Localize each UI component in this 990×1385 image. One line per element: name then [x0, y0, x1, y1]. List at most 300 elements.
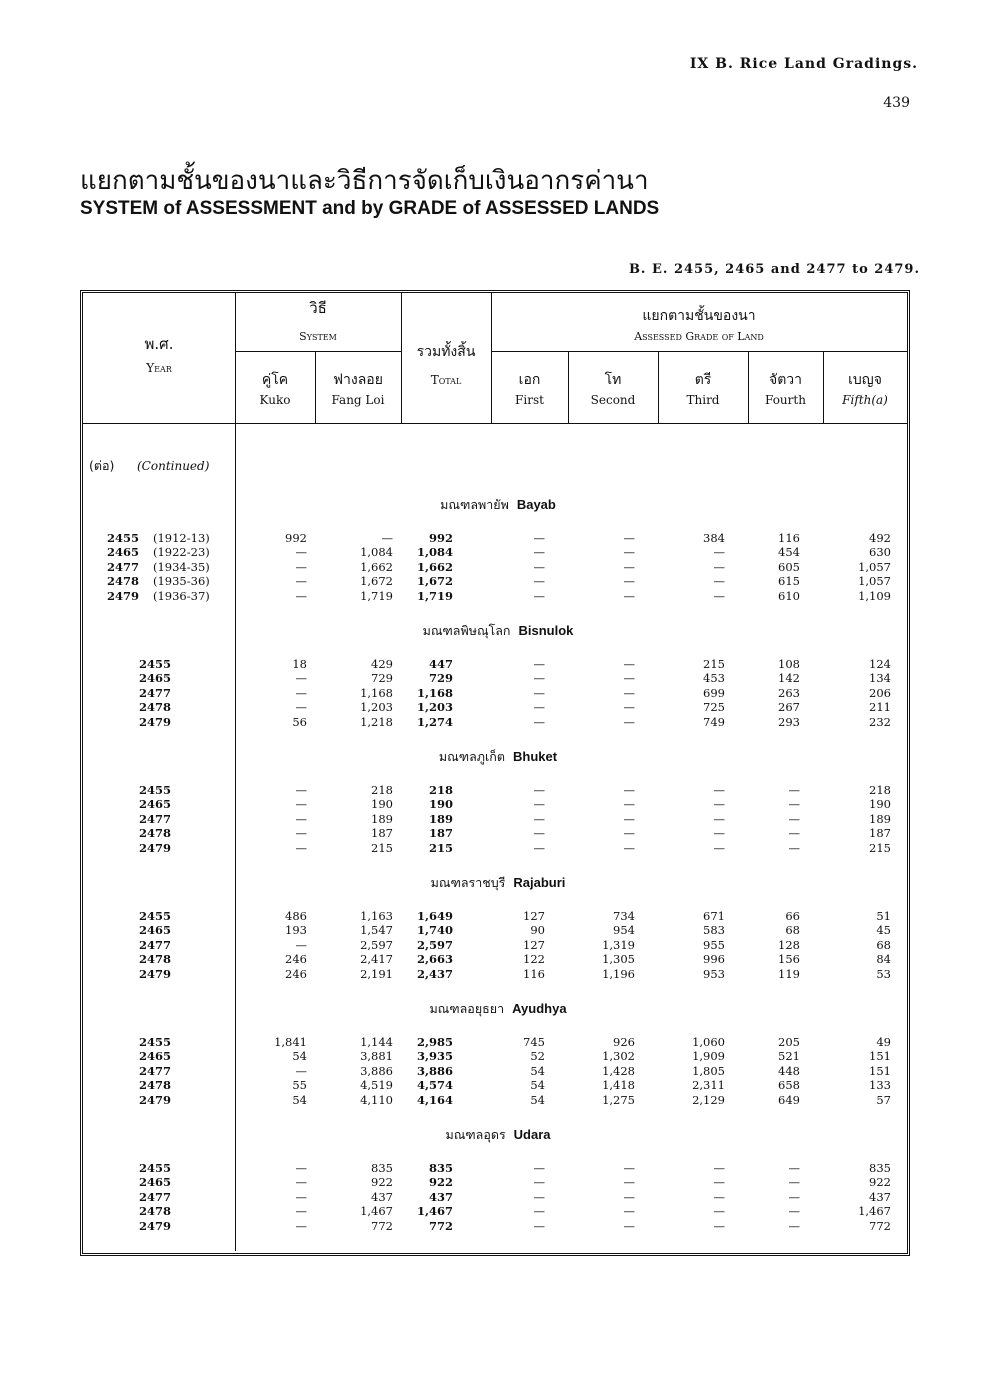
cell-total: 992 — [428, 531, 453, 545]
cell-first: — — [533, 826, 545, 841]
cell-fourth: — — [788, 1204, 800, 1219]
cell-fourth: — — [788, 811, 800, 826]
cell-fifth: 1,467 — [858, 1204, 891, 1219]
cell-first: — — [533, 700, 545, 715]
cell-total: 772 — [428, 1218, 453, 1233]
row-year: 2478 — [139, 826, 172, 841]
row-year: 2477 — [139, 937, 172, 952]
cell-fifth: 772 — [869, 1218, 891, 1233]
cell-kuko: 56 — [292, 714, 307, 729]
page-number: 439 — [883, 95, 910, 111]
row-year: 2478 — [139, 1204, 172, 1219]
cell-fourth: — — [788, 1175, 800, 1190]
cell-third: 955 — [703, 937, 725, 952]
cell-total: 437 — [428, 1189, 453, 1204]
cell-second: 1,196 — [602, 966, 635, 981]
cell-fourth: 615 — [778, 574, 800, 589]
row-period: (1934-35) — [153, 559, 210, 574]
cell-second: — — [623, 588, 635, 603]
cell-fourth: 66 — [785, 909, 800, 923]
cell-first: 122 — [523, 952, 545, 967]
cell-kuko: — — [295, 797, 307, 812]
cell-kuko: 486 — [285, 909, 307, 923]
section-name: Bhuket — [513, 749, 558, 764]
cell-fifth: 835 — [869, 1161, 891, 1175]
section-name-thai: มณฑลราชบุรี — [430, 875, 506, 890]
cell-fang: 922 — [371, 1175, 393, 1190]
cell-total: 729 — [428, 671, 453, 686]
cell-second: — — [623, 574, 635, 589]
col-divider — [235, 293, 236, 1251]
cell-third: — — [713, 1189, 725, 1204]
cell-fifth: 190 — [869, 797, 891, 812]
cell-fourth: — — [788, 826, 800, 841]
row-year: 2479 — [139, 966, 172, 981]
cell-fang: 1,163 — [360, 909, 393, 923]
cell-fifth: 206 — [869, 685, 891, 700]
fifth-header: Fifth(a) — [842, 393, 888, 407]
cell-fang: 3,881 — [360, 1049, 393, 1064]
cell-fourth: 156 — [778, 952, 800, 967]
cell-fourth: 267 — [778, 700, 800, 715]
cell-fifth: 151 — [869, 1063, 891, 1078]
cell-total: 1,719 — [416, 588, 453, 603]
cell-fifth: 53 — [876, 966, 891, 981]
row-year: 2465 — [107, 545, 140, 560]
row-period: (1936-37) — [153, 588, 210, 603]
cell-fang: 1,084 — [360, 545, 393, 560]
cell-fourth: — — [788, 783, 800, 797]
section-name: Udara — [513, 1127, 551, 1142]
cell-fifth: 51 — [876, 909, 891, 923]
cell-second: — — [623, 811, 635, 826]
cell-fang: 437 — [371, 1189, 393, 1204]
cell-first: 127 — [523, 937, 545, 952]
section-name-thai: มณฑลอุดร — [445, 1127, 506, 1142]
cell-third: 953 — [703, 966, 725, 981]
cell-second: 1,319 — [602, 937, 635, 952]
cell-fang: 4,110 — [360, 1092, 393, 1107]
third-header-thai: ตรี — [694, 372, 712, 388]
cell-total: 2,437 — [416, 966, 453, 981]
cell-fang: 729 — [371, 671, 393, 686]
cell-kuko: — — [295, 685, 307, 700]
cell-third: — — [713, 1161, 725, 1175]
section-title — [83, 999, 913, 1019]
cell-fang: 2,597 — [360, 937, 393, 952]
cell-third: 384 — [703, 531, 725, 545]
cell-kuko: — — [295, 700, 307, 715]
grade-header-thai: แยกตามชั้นของนา — [642, 308, 756, 324]
header-bottom-rule — [83, 423, 907, 424]
cell-fang: 1,719 — [360, 588, 393, 603]
section-title — [83, 1125, 913, 1145]
kuko-header-thai: คู่โค — [261, 372, 289, 388]
cell-total: 218 — [428, 783, 453, 797]
cell-fifth: 187 — [869, 826, 891, 841]
section-name-thai: มณฑลภูเก็ต — [438, 749, 505, 764]
section-title — [83, 495, 913, 515]
cell-total: 922 — [428, 1175, 453, 1190]
cell-third: 1,909 — [692, 1049, 725, 1064]
cell-fang: 218 — [371, 783, 393, 797]
cell-third: — — [713, 826, 725, 841]
row-year: 2455 — [139, 657, 172, 671]
cell-first: — — [533, 840, 545, 855]
cell-fifth: 1,057 — [858, 574, 891, 589]
cell-fourth: 142 — [778, 671, 800, 686]
row-year: 2478 — [139, 1078, 172, 1093]
cell-third: — — [713, 1204, 725, 1219]
second-header: Second — [590, 393, 636, 407]
cell-fang: 4,519 — [360, 1078, 393, 1093]
fourth-header-thai: จัตวา — [768, 372, 803, 388]
cell-kuko: — — [295, 1218, 307, 1233]
row-year: 2479 — [139, 714, 172, 729]
cell-fang: 1,662 — [360, 559, 393, 574]
cell-kuko: 246 — [285, 952, 307, 967]
section-name-thai: มณฑลอยุธยา — [429, 1001, 505, 1016]
cell-third: 1,060 — [692, 1035, 725, 1049]
cell-total: 1,672 — [416, 574, 453, 589]
cell-kuko: — — [295, 559, 307, 574]
cell-total: 4,164 — [416, 1092, 453, 1107]
cell-total: 1,084 — [416, 545, 453, 560]
row-year: 2477 — [107, 559, 140, 574]
cell-first: 54 — [530, 1078, 545, 1093]
kuko-header: Kuko — [259, 393, 291, 407]
cell-fourth: — — [788, 797, 800, 812]
cell-third: 996 — [703, 952, 725, 967]
cell-fourth: 128 — [778, 937, 800, 952]
cell-kuko: — — [295, 811, 307, 826]
cell-fifth: 189 — [869, 811, 891, 826]
year-header: Year — [146, 361, 172, 375]
cell-kuko: — — [295, 574, 307, 589]
row-year: 2477 — [139, 1189, 172, 1204]
cell-total: 2,663 — [416, 952, 453, 967]
cell-first: — — [533, 545, 545, 560]
cell-first: 52 — [530, 1049, 545, 1064]
cell-third: 2,129 — [692, 1092, 725, 1107]
cell-fang: 772 — [371, 1218, 393, 1233]
grade-header: Assessed Grade of Land — [634, 330, 764, 343]
cell-fang: 1,547 — [360, 923, 393, 938]
cell-kuko: — — [295, 1189, 307, 1204]
cell-fifth: 134 — [869, 671, 891, 686]
cell-third: — — [713, 840, 725, 855]
cell-first: — — [533, 1189, 545, 1204]
cell-fang: 2,417 — [360, 952, 393, 967]
fourth-header: Fourth — [765, 393, 806, 407]
cell-fifth: 68 — [876, 937, 891, 952]
cell-kuko: — — [295, 1063, 307, 1078]
row-year: 2478 — [107, 574, 140, 589]
cell-fourth: 649 — [778, 1092, 800, 1107]
cell-third: — — [713, 559, 725, 574]
cell-total: 4,574 — [416, 1078, 453, 1093]
cell-fang: 835 — [371, 1161, 393, 1175]
cell-fourth: — — [788, 1218, 800, 1233]
cell-kuko: 55 — [292, 1078, 307, 1093]
fifth-header-thai: เบญจ — [848, 372, 882, 388]
third-header: Third — [686, 393, 720, 407]
row-year: 2465 — [139, 797, 172, 812]
cell-first: — — [533, 1218, 545, 1233]
cell-total: 1,662 — [416, 559, 453, 574]
cell-third: 2,311 — [692, 1078, 725, 1093]
cell-kuko: — — [295, 588, 307, 603]
cell-fifth: 57 — [876, 1092, 891, 1107]
cell-total: 187 — [428, 826, 453, 841]
cell-first: 54 — [530, 1063, 545, 1078]
cell-fang: 215 — [371, 840, 393, 855]
cell-fang: 187 — [371, 826, 393, 841]
cell-total: 215 — [428, 840, 453, 855]
continued-label-thai: (ต่อ) — [89, 458, 115, 473]
cell-kuko: — — [295, 783, 307, 797]
cell-first: — — [533, 574, 545, 589]
cell-first: 745 — [523, 1035, 545, 1049]
cell-fourth: 658 — [778, 1078, 800, 1093]
row-year: 2479 — [139, 1218, 172, 1233]
cell-second: — — [623, 797, 635, 812]
cell-total: 1,203 — [416, 700, 453, 715]
cell-fifth: 215 — [869, 840, 891, 855]
cell-third: 671 — [703, 909, 725, 923]
cell-third: 453 — [703, 671, 725, 686]
cell-fang: 1,203 — [360, 700, 393, 715]
cell-kuko: — — [295, 840, 307, 855]
cell-first: 54 — [530, 1092, 545, 1107]
row-year: 2478 — [139, 700, 172, 715]
cell-fourth: 108 — [778, 657, 800, 671]
cell-first: — — [533, 531, 545, 545]
row-year: 2477 — [139, 685, 172, 700]
cell-fifth: 124 — [869, 657, 891, 671]
cell-fang: 1,467 — [360, 1204, 393, 1219]
row-year: 2479 — [139, 1092, 172, 1107]
cell-total: 2,597 — [416, 937, 453, 952]
section-name: Bisnulok — [518, 623, 574, 638]
cell-fifth: 49 — [876, 1035, 891, 1049]
cell-fourth: 610 — [778, 588, 800, 603]
row-year: 2477 — [139, 1063, 172, 1078]
assessment-table — [80, 290, 910, 1256]
cell-total: 2,985 — [416, 1035, 453, 1049]
row-year: 2455 — [107, 531, 140, 545]
header-divider — [235, 351, 401, 352]
cell-first: — — [533, 1175, 545, 1190]
cell-first: 116 — [523, 966, 545, 981]
cell-fifth: 1,109 — [858, 588, 891, 603]
cell-first: — — [533, 811, 545, 826]
cell-fourth: 119 — [778, 966, 800, 981]
cell-first: — — [533, 685, 545, 700]
cell-total: 447 — [428, 657, 453, 671]
cell-fang: 3,886 — [360, 1063, 393, 1078]
cell-third: 215 — [703, 657, 725, 671]
row-year: 2478 — [139, 952, 172, 967]
cell-fourth: — — [788, 840, 800, 855]
cell-third: 749 — [703, 714, 725, 729]
page-title-english: SYSTEM of ASSESSMENT and by GRADE of ASSESSED LANDS — [80, 198, 660, 219]
cell-second: 1,418 — [602, 1078, 635, 1093]
cell-fang: 1,144 — [360, 1035, 393, 1049]
cell-total: 190 — [428, 797, 453, 812]
cell-kuko: 246 — [285, 966, 307, 981]
row-year: 2455 — [139, 1035, 172, 1049]
cell-second: — — [623, 1161, 635, 1175]
row-year: 2465 — [139, 1049, 172, 1064]
cell-total: 1,467 — [416, 1204, 453, 1219]
cell-third: 725 — [703, 700, 725, 715]
cell-fourth: 448 — [778, 1063, 800, 1078]
cell-kuko: 193 — [285, 923, 307, 938]
fangloi-header-thai: ฟางลอย — [333, 372, 383, 388]
cell-total: 1,168 — [416, 685, 453, 700]
cell-second: — — [623, 531, 635, 545]
cell-kuko: 54 — [292, 1049, 307, 1064]
cell-third: — — [713, 811, 725, 826]
section-name-thai: มณฑลพายัพ — [440, 497, 509, 512]
cell-total: 1,649 — [416, 909, 453, 923]
cell-kuko: 1,841 — [274, 1035, 307, 1049]
cell-fifth: 630 — [869, 545, 891, 560]
cell-third: 1,805 — [692, 1063, 725, 1078]
cell-second: — — [623, 1189, 635, 1204]
cell-second: — — [623, 1175, 635, 1190]
page-title-thai: แยกตามชั้นของนาและวิธีการจัดเก็บเงินอากรค่านา — [80, 166, 649, 196]
cell-fourth: 454 — [778, 545, 800, 560]
cell-third: 699 — [703, 685, 725, 700]
cell-second: 926 — [613, 1035, 635, 1049]
cell-second: 1,305 — [602, 952, 635, 967]
cell-first: — — [533, 1161, 545, 1175]
cell-third: — — [713, 574, 725, 589]
cell-kuko: 54 — [292, 1092, 307, 1107]
cell-fifth: 151 — [869, 1049, 891, 1064]
cell-fang: — — [381, 531, 393, 545]
total-header: Total — [430, 373, 462, 387]
row-year: 2455 — [139, 783, 172, 797]
cell-first: 127 — [523, 909, 545, 923]
cell-second: — — [623, 545, 635, 560]
section-name: Rajaburi — [513, 875, 566, 890]
cell-second: — — [623, 1204, 635, 1219]
cell-second: — — [623, 657, 635, 671]
cell-first: — — [533, 783, 545, 797]
cell-fang: 190 — [371, 797, 393, 812]
section-title — [83, 747, 913, 767]
cell-first: — — [533, 797, 545, 812]
year-header-thai: พ.ศ. — [144, 335, 174, 353]
cell-fifth: 84 — [876, 952, 891, 967]
cell-kuko: — — [295, 1175, 307, 1190]
cell-kuko: — — [295, 671, 307, 686]
cell-second: — — [623, 559, 635, 574]
cell-first: — — [533, 671, 545, 686]
cell-kuko: 18 — [292, 657, 307, 671]
cell-second: — — [623, 700, 635, 715]
cell-fifth: 133 — [869, 1078, 891, 1093]
continued-label: (Continued) — [137, 459, 210, 473]
cell-fang: 1,168 — [360, 685, 393, 700]
cell-first: — — [533, 1204, 545, 1219]
cell-fifth: 218 — [869, 783, 891, 797]
cell-second: 734 — [613, 909, 635, 923]
row-period: (1922-23) — [153, 545, 210, 560]
cell-third: — — [713, 1175, 725, 1190]
cell-fourth: 68 — [785, 923, 800, 938]
cell-fourth: — — [788, 1161, 800, 1175]
cell-fourth: 116 — [778, 531, 800, 545]
row-year: 2465 — [139, 1175, 172, 1190]
section-name-thai: มณฑลพิษณุโลก — [422, 623, 511, 638]
cell-second: — — [623, 1218, 635, 1233]
cell-first: — — [533, 657, 545, 671]
cell-fifth: 45 — [876, 923, 891, 938]
table-subtitle: B. E. 2455, 2465 and 2477 to 2479. — [628, 262, 920, 277]
cell-third: 583 — [703, 923, 725, 938]
cell-fourth: 205 — [778, 1035, 800, 1049]
cell-fourth: 605 — [778, 559, 800, 574]
cell-first: — — [533, 559, 545, 574]
system-header-thai: วิธี — [309, 299, 327, 317]
system-header: System — [299, 330, 337, 343]
cell-third: — — [713, 588, 725, 603]
cell-total: 3,886 — [416, 1063, 453, 1078]
cell-fourth: 293 — [778, 714, 800, 729]
row-year: 2465 — [139, 923, 172, 938]
section-name: Ayudhya — [512, 1001, 567, 1016]
cell-fourth: — — [788, 1189, 800, 1204]
cell-kuko: — — [295, 826, 307, 841]
cell-fourth: 263 — [778, 685, 800, 700]
total-header-thai: รวมทั้งสิ้น — [416, 344, 476, 360]
cell-third: — — [713, 797, 725, 812]
cell-second: 954 — [613, 923, 635, 938]
cell-fifth: 211 — [869, 700, 891, 715]
cell-fang: 1,218 — [360, 714, 393, 729]
fangloi-header: Fang Loi — [331, 393, 385, 407]
cell-third: — — [713, 545, 725, 560]
cell-fifth: 1,057 — [858, 559, 891, 574]
first-header: First — [515, 393, 544, 407]
row-year: 2455 — [139, 1161, 172, 1175]
cell-fang: 429 — [371, 657, 393, 671]
cell-kuko: — — [295, 1204, 307, 1219]
section-title — [83, 621, 913, 641]
row-year: 2477 — [139, 811, 172, 826]
row-period: (1935-36) — [153, 574, 210, 589]
section-name: Bayab — [516, 497, 556, 512]
cell-fifth: 232 — [869, 714, 891, 729]
cell-second: 1,428 — [602, 1063, 635, 1078]
second-header-thai: โท — [604, 372, 622, 388]
cell-kuko: — — [295, 545, 307, 560]
cell-second: — — [623, 714, 635, 729]
cell-third: — — [713, 1218, 725, 1233]
cell-fifth: 437 — [869, 1189, 891, 1204]
cell-second: — — [623, 671, 635, 686]
cell-total: 1,274 — [416, 714, 453, 729]
row-year: 2455 — [139, 909, 172, 923]
running-head: IX B. Rice Land Gradings. — [689, 56, 918, 72]
cell-fourth: 521 — [778, 1049, 800, 1064]
cell-kuko: — — [295, 937, 307, 952]
cell-kuko: 992 — [285, 531, 307, 545]
